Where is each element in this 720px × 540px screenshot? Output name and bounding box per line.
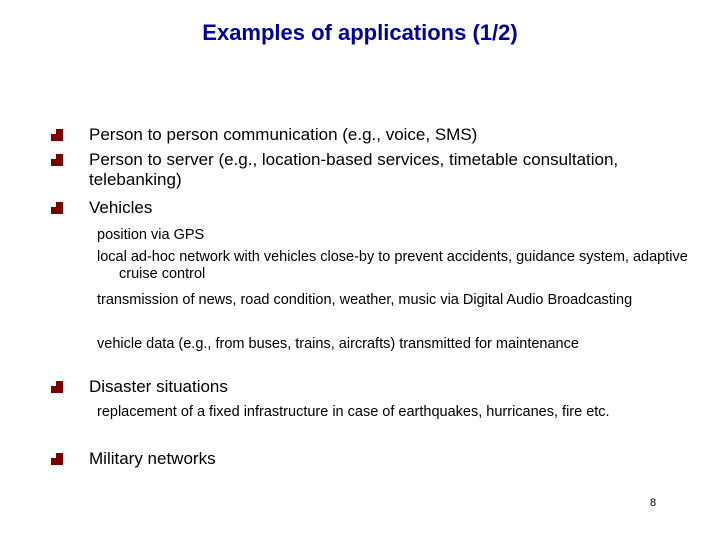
sub-item-text: position via GPS (97, 227, 205, 243)
sub-item (97, 249, 697, 283)
bullet-text: Military networks (89, 449, 216, 468)
sub-item-text: local ad-hoc network with vehicles close-by to prevent accidents, guidance system, adaptive cruise control (97, 249, 688, 282)
sub-item-text: replacement of a fixed infrastructure in case of earthquakes, hurricanes, fire etc. (97, 404, 610, 420)
sub-item (97, 292, 697, 309)
square-bullet-icon (50, 128, 64, 142)
page-number: 8 (650, 497, 657, 509)
bullet-text: Person to server (e.g., location-based services, timetable consultation, telebanking) (89, 150, 619, 189)
bullet-text: Vehicles (89, 198, 153, 217)
square-bullet-icon (50, 153, 64, 167)
sub-item (97, 336, 697, 353)
sub-item (97, 227, 697, 244)
bullet-text: Disaster situations (89, 377, 228, 396)
sub-item-text: vehicle data (e.g., from buses, trains, aircrafts) transmitted for maintenance (97, 336, 579, 352)
square-bullet-icon (50, 380, 64, 394)
square-bullet-icon (50, 201, 64, 215)
slide-title: Examples of applications (1/2) (202, 20, 518, 45)
sub-item-text: transmission of news, road condition, weather, music via Digital Audio Broadcasting (97, 292, 633, 308)
sub-item (97, 404, 697, 421)
square-bullet-icon (50, 452, 64, 466)
bullet-text: Person to person communication (e.g., voice, SMS) (89, 125, 478, 144)
